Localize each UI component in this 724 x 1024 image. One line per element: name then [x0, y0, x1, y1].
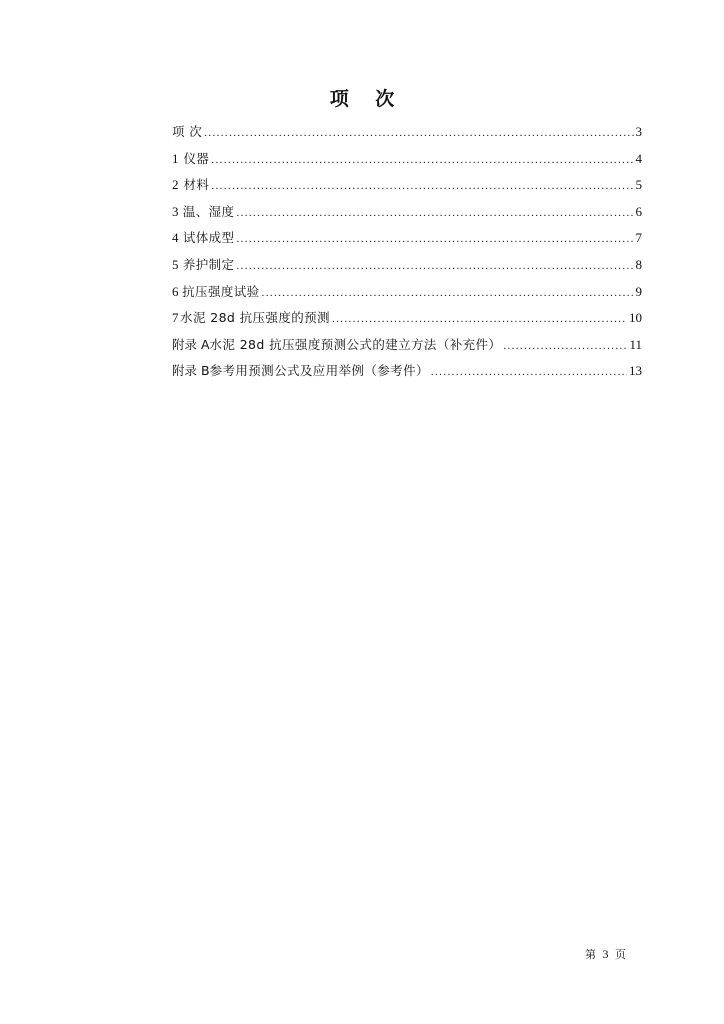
- toc-entry-page: 5: [635, 177, 642, 193]
- toc-leader-dots: [204, 122, 633, 144]
- toc-entry-appendix-a[interactable]: [172, 334, 642, 361]
- toc-leader-dots: [236, 202, 633, 224]
- toc-entry-contents[interactable]: [172, 121, 642, 148]
- page-title: 项 次: [329, 88, 405, 110]
- toc-leader-dots: [262, 282, 634, 304]
- toc-entry-number: 附录 A: [172, 336, 210, 352]
- toc-leader-dots: [431, 361, 627, 383]
- toc-entry-page: 9: [635, 283, 642, 299]
- footer-suffix: 页: [615, 948, 626, 961]
- toc-entry-title: 抗压强度试验: [182, 283, 260, 299]
- toc-entry-number: 3: [172, 203, 179, 219]
- toc-entry-title: 项 次: [172, 124, 203, 139]
- toc-entry-title: 试体成型: [182, 230, 235, 246]
- toc-entry-number: 6: [172, 283, 179, 299]
- toc-entry-page: 3: [635, 124, 642, 139]
- toc-entry-4[interactable]: [172, 227, 642, 254]
- table-of-contents: [172, 121, 642, 387]
- toc-entry-title: 材料: [183, 177, 210, 193]
- toc-leader-dots: [503, 335, 627, 357]
- toc-entry-3[interactable]: [172, 201, 642, 228]
- toc-entry-page: 13: [629, 363, 642, 379]
- toc-entry-number: 4: [172, 230, 179, 246]
- toc-leader-dots: [332, 308, 627, 330]
- toc-leader-dots: [236, 255, 633, 277]
- toc-entry-page: 4: [635, 150, 642, 166]
- toc-entry-appendix-b[interactable]: [172, 360, 642, 387]
- toc-entry-number: 1: [172, 150, 179, 166]
- toc-entry-1[interactable]: [172, 148, 642, 175]
- toc-entry-title: 仪器: [183, 150, 210, 166]
- toc-entry-number: 5: [172, 256, 179, 272]
- toc-entry-title: 水泥 28d 抗压强度预测公式的建立方法（补充件）: [209, 336, 502, 352]
- toc-entry-page: 11: [629, 336, 642, 352]
- toc-leader-dots: [211, 175, 633, 197]
- toc-entry-title: 水泥 28d 抗压强度的预测: [180, 310, 330, 326]
- footer-prefix: 第: [585, 948, 596, 961]
- toc-entry-title: 养护制定: [182, 256, 235, 272]
- toc-entry-page: 7: [635, 230, 642, 246]
- toc-entry-5[interactable]: [172, 254, 642, 281]
- page-footer: [585, 946, 626, 962]
- toc-leader-dots: [211, 149, 633, 171]
- toc-entry-page: 8: [635, 256, 642, 272]
- toc-entry-2[interactable]: [172, 174, 642, 201]
- toc-entry-6[interactable]: [172, 281, 642, 308]
- toc-entry-number: 7: [172, 310, 179, 326]
- toc-entry-title: 参考用预测公式及应用举例（参考件）: [209, 363, 429, 379]
- toc-entry-page: 6: [635, 203, 642, 219]
- toc-entry-7[interactable]: [172, 307, 642, 334]
- toc-entry-title: 温、湿度: [182, 203, 235, 219]
- toc-leader-dots: [236, 228, 633, 250]
- toc-entry-number: 附录 B: [172, 363, 210, 379]
- page-number: 3: [602, 947, 609, 961]
- toc-entry-number: 2: [172, 177, 179, 193]
- toc-entry-page: 10: [629, 310, 642, 326]
